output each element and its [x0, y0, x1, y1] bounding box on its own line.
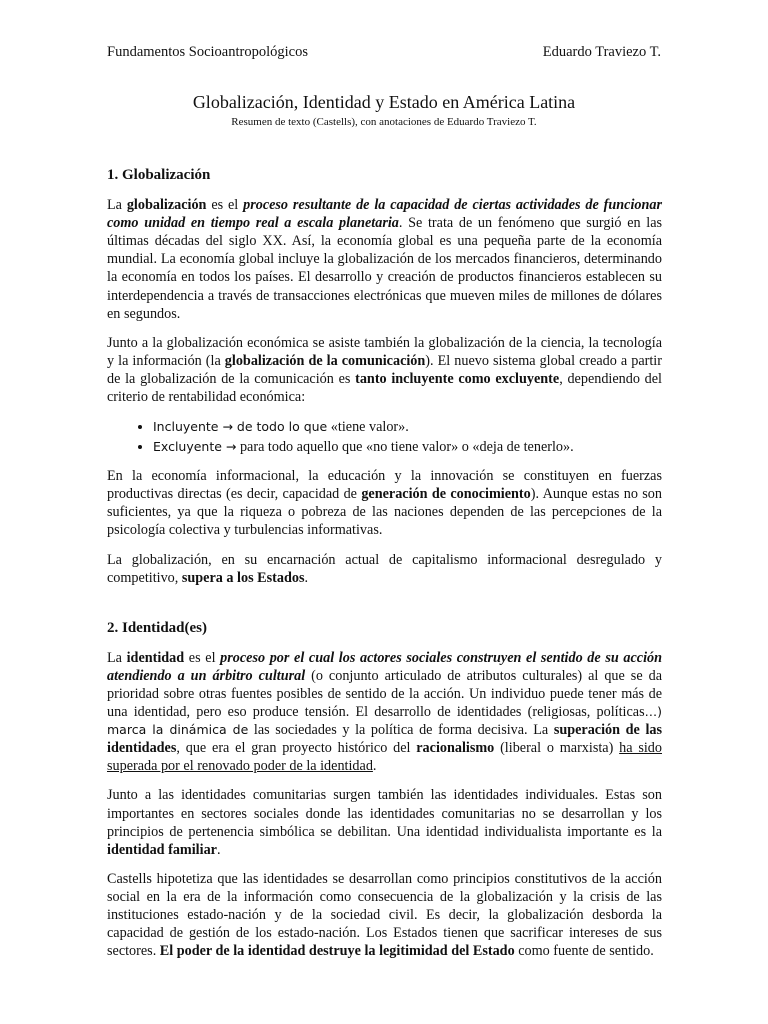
text: (liberal o marxista) — [494, 740, 620, 757]
paragraph — [107, 334, 662, 406]
paragraph — [107, 786, 662, 858]
paragraph — [107, 551, 662, 587]
list-item — [153, 437, 662, 457]
annotation-text: Excluyente → — [153, 439, 237, 455]
header-author: Eduardo Traviezo T. — [542, 44, 661, 60]
text: . — [216, 841, 221, 858]
text: Castells hipotetiza que las identidades se desarrollan como principios constitutivos de la acción social en la era de la información como consecuencia de la globalización y la crisis de las instituciones estado-nación y de la sociedad civil. Es decir, la globalización desborda la capacidad de gestión de los estado-nación. Los Estados tienen que sacrificar intereses de sus sectores. — [107, 870, 662, 960]
text: es el — [184, 649, 221, 666]
section-identidades — [107, 619, 662, 961]
bold-term: El poder de la identidad destruye la legitimidad del Estado — [159, 943, 515, 960]
section-heading: 1. Globalización — [107, 167, 211, 183]
text: (o conjunto articulado de atributos culturales) al que se da prioridad sobre otras fuentes posibles de sentido de la acción. Un individuo puede tener más de una identidad, pero eso produce tensión. El desarrollo de identidades (religiosas, políticas — [107, 667, 662, 721]
document-title: Globalización, Identidad y Estado en América Latina — [192, 92, 576, 112]
bold-term: racionalismo — [416, 740, 495, 757]
text: Junto a las identidades comunitarias surgen también las identidades individuales. Estas son importantes en sectores sociales donde las identidades comunitarias no se desarrollan y los principios de pertenencia simbólica se debilitan. Una identidad individualista importante es la — [107, 787, 662, 840]
text: ). Aunque estas no son suficientes, ya que la riqueza o pobreza de las naciones dependen de las percepciones de la psicología colectiva y turbulencias informativas. — [107, 486, 662, 539]
text: ). El nuevo sistema global creado a partir de la globalización de la comunicación es — [107, 352, 662, 387]
text: , dependiendo del criterio de rentabilidad económica: — [107, 370, 662, 406]
text: «tiene valor». — [327, 419, 409, 436]
bold-term: globalización de la comunicación — [224, 352, 426, 369]
underlined-text: ha sido superada por el renovado poder de la identidad — [107, 740, 662, 775]
header-course: Fundamentos Socioantropológicos — [107, 44, 308, 60]
annotation-text: …) — [644, 704, 662, 720]
text: , que era el gran proyecto histórico del — [176, 740, 417, 757]
paragraph — [107, 870, 662, 960]
bold-term: globalización — [126, 197, 207, 214]
text: La — [107, 197, 127, 214]
bullet-list — [107, 417, 662, 457]
document-body — [107, 166, 662, 971]
text: es el — [206, 197, 244, 214]
bold-term: identidad — [126, 649, 185, 666]
bold-term: generación de conocimiento — [361, 486, 531, 503]
text: . Se trata de un fenómeno que surgió en las últimas décadas del siglo XX. Así, la economía global es una pequeña parte de la economía mundial. La economía global incluye la globalización de los mercados financieros, determinando la economía en todos los países. El desarrollo y creación de productos financieros establecen su interdependencia a través de transacciones electrónicas que mueven miles de millones de dólares en segundos. — [107, 215, 663, 322]
paragraph — [107, 649, 662, 776]
section-heading: 2. Identidad(es) — [107, 619, 208, 636]
bold-term: identidad familiar — [107, 841, 217, 858]
annotation-text: marca la dinámica de — [107, 722, 249, 738]
bold-italic-definition: proceso resultante de la capacidad de ciertas actividades de funcionar como unidad en tiempo real a escala planetaria — [107, 197, 662, 232]
running-header — [107, 44, 661, 61]
text: En la economía informacional, la educación y la innovación se constituyen en fuerzas productivas directas (es decir, capacidad de — [107, 468, 662, 503]
text: para todo aquello que «no tiene valor» o «deja de tenerlo». — [236, 439, 574, 456]
section-globalizacion — [107, 166, 662, 587]
text: . — [372, 758, 377, 775]
text: como fuente de sentido. — [514, 943, 654, 960]
text: Junto a la globalización económica se asiste también la globalización de la ciencia, la tecnología y la información (la — [107, 334, 662, 369]
text: La globalización, en su encarnación actual de capitalismo informacional desregulado y competitivo, — [107, 551, 662, 586]
list-item — [153, 417, 662, 437]
text: las sociedades y la política de forma decisiva. La — [248, 722, 554, 739]
bold-term: superación de las identidades — [107, 722, 662, 757]
bold-term: tanto incluyente como excluyente — [355, 370, 560, 387]
paragraph — [107, 467, 662, 539]
bold-italic-definition: proceso por el cual los actores sociales construyen el sentido de su acción atendiendo a un árbitro cultural — [107, 649, 663, 684]
paragraph — [107, 196, 662, 323]
bold-term: supera a los Estados — [181, 569, 305, 586]
text: La — [107, 649, 127, 666]
text: . — [304, 569, 309, 586]
document-subtitle: Resumen de texto (Castells), con anotaciones de Eduardo Traviezo T. — [231, 116, 537, 128]
annotation-text: Incluyente → de todo lo que — [153, 419, 328, 435]
